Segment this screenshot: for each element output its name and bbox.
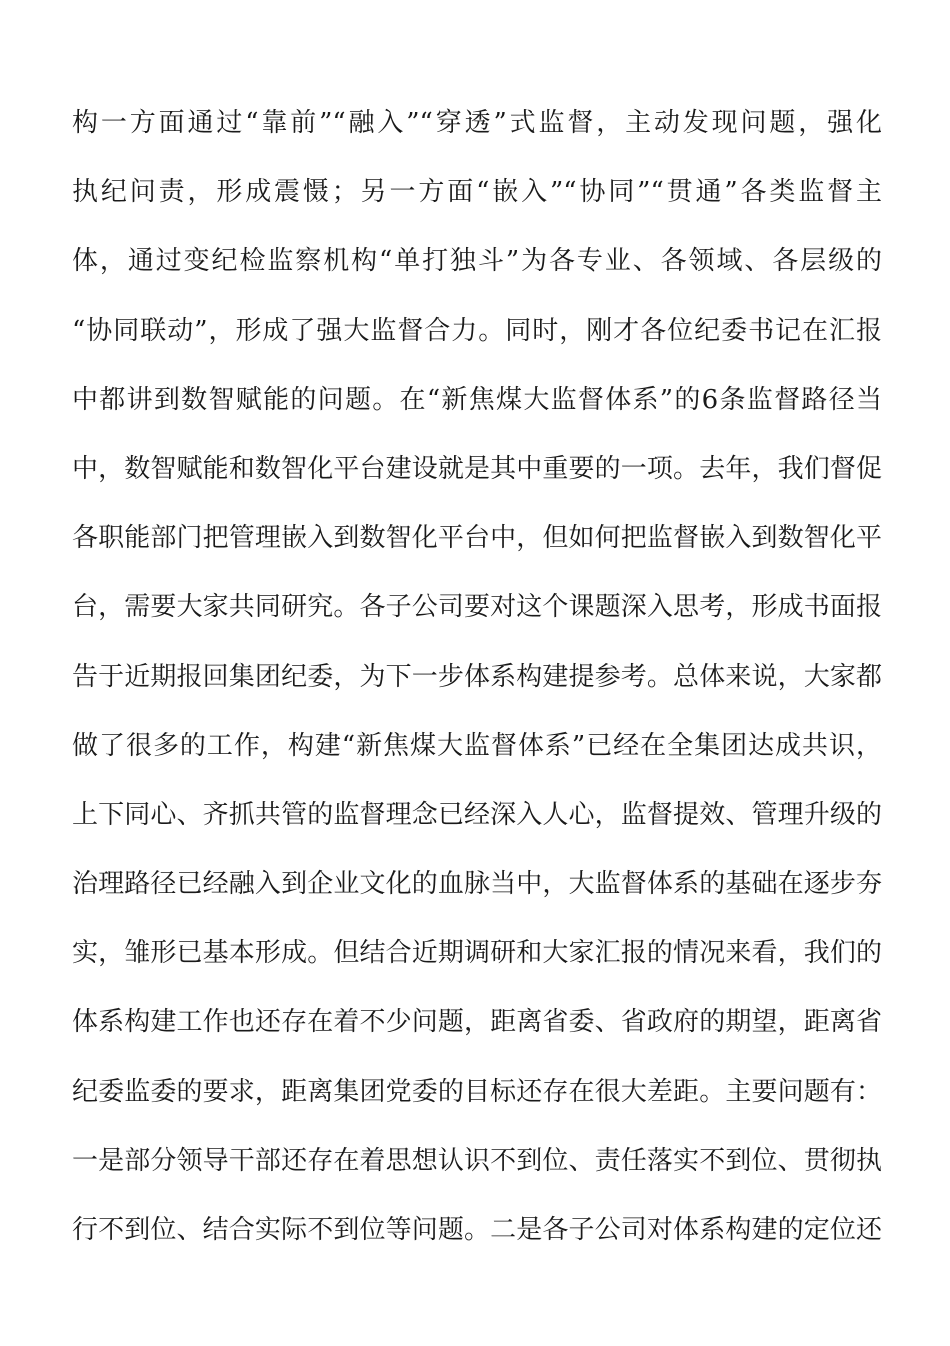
body-text: [72, 97, 882, 1273]
text-line: 治理路径已经融入到企业文化的血脉当中，大监督体系的基础在逐步夯: [72, 869, 882, 900]
text-line: 构一方面通过“靠前”“融入”“穿透”式监督，主动发现问题，强化: [72, 108, 882, 138]
text-line: 台，需要大家共同研究。各子公司要对这个课题深入思考，形成书面报: [72, 592, 882, 623]
text-line: 告于近期报回集团纪委，为下一步体系构建提参考。总体来说，大家都: [72, 661, 882, 692]
text-line: 上下同心、齐抓共管的监督理念已经深入人心，监督提效、管理升级的: [72, 799, 882, 830]
text-line: 做了很多的工作，构建“新焦煤大监督体系”已经在全集团达成共识，: [72, 730, 882, 761]
text-line: 行不到位、结合实际不到位等问题。二是各子公司对体系构建的定位还: [72, 1215, 882, 1245]
text-line: “协同联动”，形成了强大监督合力。同时，刚才各位纪委书记在汇报: [72, 315, 882, 346]
text-line: 各职能部门把管理嵌入到数智化平台中，但如何把监督嵌入到数智化平: [72, 523, 882, 554]
text-line: 体系构建工作也还存在着不少问题，距离省委、省政府的期望，距离省: [72, 1007, 882, 1038]
text-line: 体，通过变纪检监察机构“单打独斗”为各专业、各领域、各层级的: [72, 246, 882, 277]
text-line: 一是部分领导干部还存在着思想认识不到位、责任落实不到位、贯彻执: [72, 1145, 882, 1176]
text-line: 中都讲到数智赋能的问题。在“新焦煤大监督体系”的6条监督路径当: [72, 384, 882, 415]
text-line: 中，数智赋能和数智化平台建设就是其中重要的一项。去年，我们督促: [72, 453, 882, 484]
text-line: 实，雏形已基本形成。但结合近期调研和大家汇报的情况来看，我们的: [72, 938, 882, 969]
text-line: 纪委监委的要求，距离集团党委的目标还存在很大差距。主要问题有：: [72, 1076, 882, 1107]
text-line: 执纪问责，形成震慑；另一方面“嵌入”“协同”“贯通”各类监督主: [72, 177, 882, 208]
